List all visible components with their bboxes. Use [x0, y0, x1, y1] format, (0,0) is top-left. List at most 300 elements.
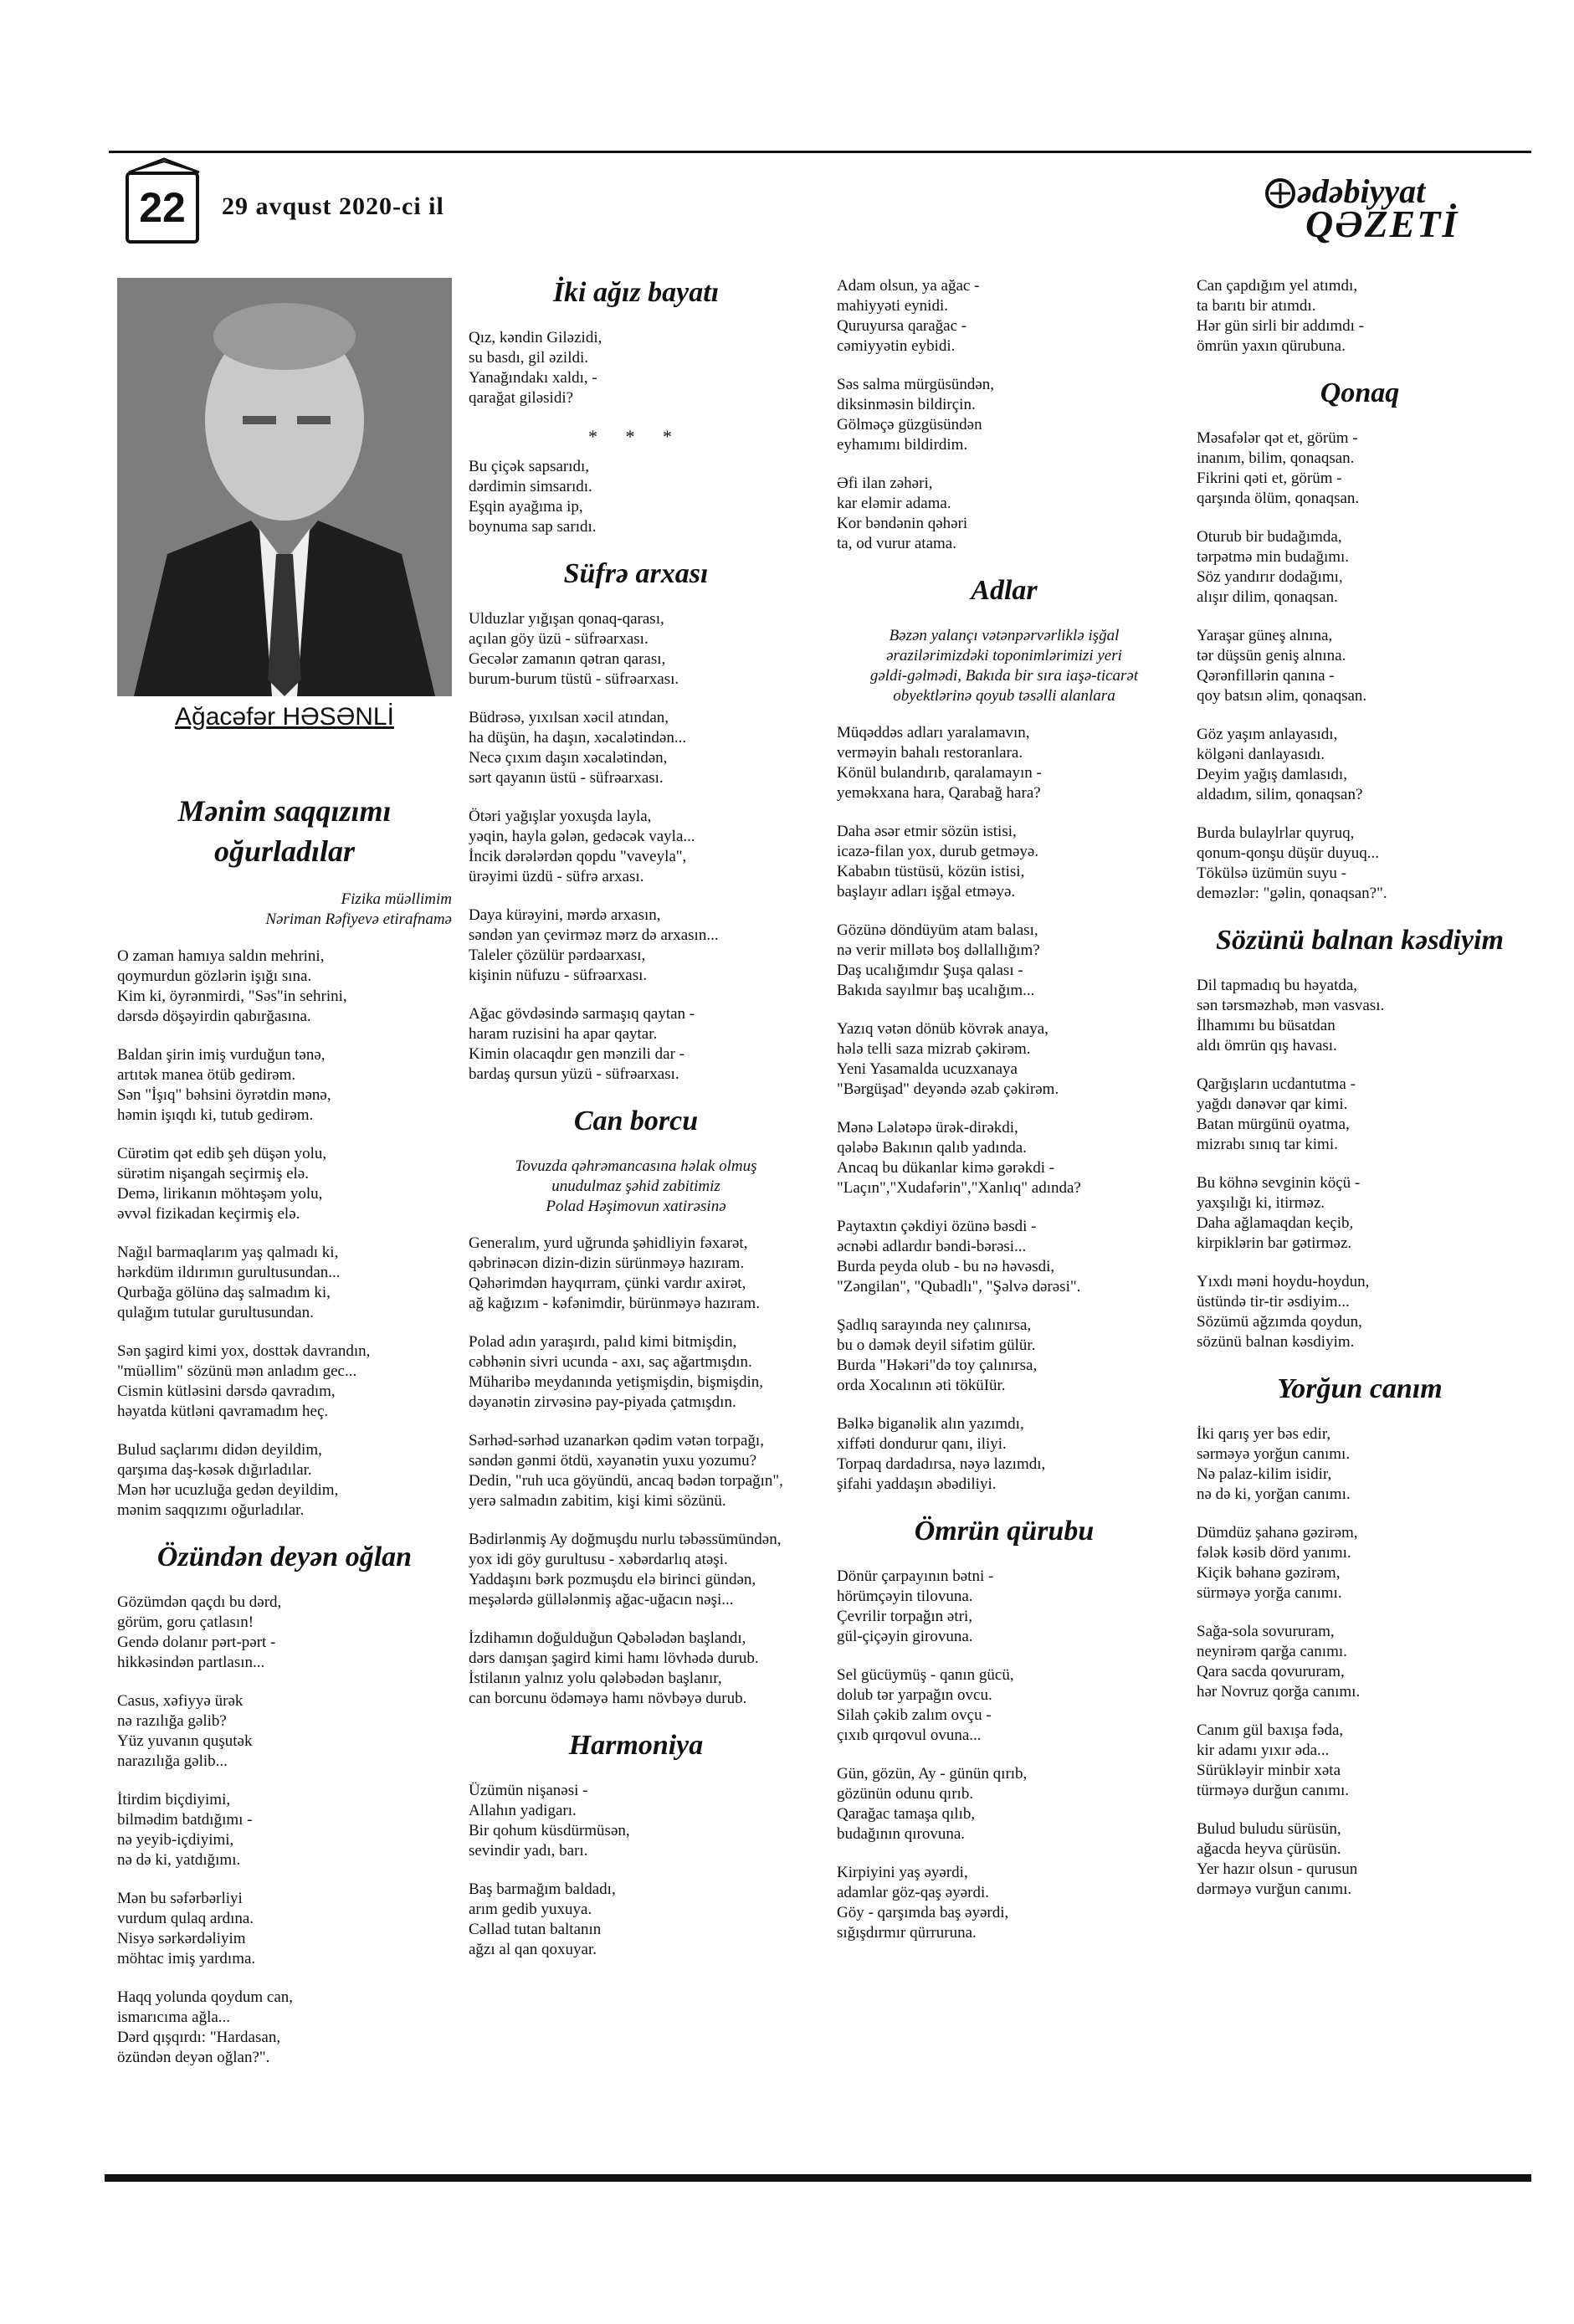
- poem-line: Cəllad tutan baltanın: [469, 1921, 602, 1938]
- poem-title-5: Can borcu: [573, 1106, 699, 1136]
- poem-line: Qərənfillərin qanına -: [1197, 667, 1335, 685]
- poem-stanza: [837, 375, 1172, 455]
- poem-stanza: [837, 822, 1172, 902]
- poem-line: hələ telli saza mizrab çəkirəm.: [837, 1040, 1031, 1058]
- poem-line: Qarağac tamaşa qılıb,: [837, 1805, 976, 1823]
- poem-line: dəyanətin zirvəsinə pay-piyada çatmışdın.: [469, 1393, 736, 1411]
- masthead-top: ədəbiyyat: [1297, 172, 1426, 210]
- poem-line: ha düşün, ha daşın, xəcalətindən...: [469, 729, 687, 746]
- poem-line: Sözümü ağzımda qoydun,: [1197, 1313, 1362, 1331]
- poem-line: Dedin, "ruh uca göyündü, ancaq bədən torpağın",: [469, 1472, 783, 1490]
- poem-line: Generalım, yurd uğrunda şəhidliyin fəxarət,: [469, 1234, 748, 1252]
- poem-title-6: Harmoniya: [568, 1730, 704, 1761]
- poem-line: dərdimin simsarıdı.: [469, 478, 592, 495]
- bottom-rule: [105, 2174, 1531, 2182]
- poem-stanza: [469, 807, 803, 887]
- poem-line: nə verir millətə boş dəllallığım?: [837, 941, 1040, 959]
- poem-line: Büdrəsə, yıxılsan xəcil atından,: [469, 709, 669, 726]
- poem-line: nə razılığa gəlib?: [117, 1712, 227, 1730]
- poem-line: Mən hər ucuzluğa gedən deyildim,: [117, 1481, 339, 1499]
- poem-line: Dönür çarpayının bətni -: [837, 1567, 994, 1585]
- poem-line: yəqin, hayla gələn, gedəcək vayla...: [469, 828, 695, 845]
- poem-line: mənim saqqızımı oğurladılar.: [117, 1501, 305, 1519]
- poem-line: cəbhənin sivri ucunda - axı, saç ağartmışdın.: [469, 1353, 752, 1371]
- poem-line: Deyim yağış damlasıdı,: [1197, 766, 1347, 783]
- column-1: [117, 791, 452, 2086]
- poem-stanza: [837, 1567, 1172, 1647]
- poem-line: Ancaq bu dükanlar kimə gərəkdi -: [837, 1159, 1055, 1177]
- poem-line: artıtək manea ötüb gedirəm.: [117, 1066, 296, 1084]
- poem-line: Allahın yadigarı.: [469, 1802, 577, 1819]
- poem-line: kişinin nüfuzu - süfrəarxası.: [469, 967, 648, 984]
- poem-stanza: [837, 1118, 1172, 1198]
- poem-line: tər düşsün geniş alnına.: [1197, 647, 1346, 664]
- poem-line: aldadım, silim, qonaqsan?: [1197, 786, 1363, 803]
- poem-line: Haqq yolunda qoydum can,: [117, 1988, 294, 2006]
- poem-line: Qurbağa gölünə daş salmadım ki,: [117, 1284, 331, 1301]
- poem-stanza: [1197, 1622, 1523, 1702]
- poem-title-7: Adlar: [971, 575, 1038, 606]
- poem-stanza: [469, 1234, 803, 1314]
- poem-line: Quruyursa qarağac -: [837, 317, 967, 335]
- poem-stanza: [117, 1440, 452, 1521]
- poem-stanza: [1197, 276, 1523, 357]
- poem-stanza: [1197, 976, 1523, 1056]
- poem-line: ürəyimi üzdü - süfrə arxası.: [469, 868, 644, 885]
- poem-line: gül-çiçəyin girovuna.: [837, 1628, 973, 1645]
- poem-line: Məsafələr qət et, görüm -: [1197, 429, 1358, 447]
- author-name: Ağacəfər HƏSƏNLİ: [175, 703, 394, 731]
- poem-body-12: [1197, 976, 1523, 1352]
- poem-stanza: [117, 1045, 452, 1126]
- author-photo: [117, 278, 452, 696]
- poem-stanza: [1197, 823, 1523, 904]
- poem-stanza: [837, 1414, 1172, 1495]
- poem-line: qoy batsın əlim, qonaqsan.: [1197, 687, 1367, 705]
- poem-stanza: [469, 905, 803, 986]
- poem-title-10: Sözünü balnan kəsdiyim: [1216, 925, 1504, 956]
- poem-stanza: [1197, 1523, 1523, 1603]
- poem-line: Bulud buludu sürüsün,: [1197, 1820, 1341, 1838]
- poem-line: Kimin olacaqdır gen mənzili dar -: [469, 1045, 684, 1063]
- poem-line: əcnəbi adlardır bəndi-bərəsi...: [837, 1238, 1027, 1255]
- poem-line: Daha əsər etmir sözün istisi,: [837, 823, 1017, 840]
- poem-line: Könül bulandırıb, qaralamayın -: [837, 764, 1042, 782]
- poem-line: Casus, xəfiyyə ürək: [117, 1692, 244, 1710]
- poem-line: yağdı dənəvər qar kimi.: [1197, 1095, 1348, 1113]
- poem-line: Hər gün sirli bir addımdı -: [1197, 317, 1364, 335]
- poem-line: qonum-qonşu düşür duyuq...: [1197, 844, 1379, 862]
- poem-stanza: [1197, 428, 1523, 509]
- poem-line: Sürükləyir minbir xəta: [1197, 1762, 1341, 1779]
- poem-line: Kim ki, öyrənmirdi, "Səs"in sehrini,: [117, 988, 347, 1005]
- poem-line: Müqəddəs adları yaralamavın,: [837, 724, 1030, 741]
- epigraph-3: [837, 626, 1172, 706]
- poem-line: qarşıma daş-kəsək dığırladılar.: [117, 1461, 312, 1479]
- masthead-bottom: QƏZETİ: [1305, 203, 1459, 245]
- poem-line: Əfi ilan zəhəri,: [837, 475, 933, 492]
- poem-line: Polad adın yaraşırdı, palıd kimi bitmişdin,: [469, 1333, 737, 1351]
- poem-line: Üzümün nişanəsi -: [469, 1782, 588, 1799]
- poem-line: həyatda kütləni qavramadım heç.: [117, 1403, 329, 1420]
- poem-title-3: İki ağız bayatı: [552, 277, 720, 308]
- epigraph-line: Tovuzda qəhrəmancasına həlak olmuş: [515, 1157, 757, 1175]
- poem-line: sözünü balnan kəsdiyim.: [1197, 1333, 1355, 1351]
- poem-line: Yeni Yasamalda ucuzxanaya: [837, 1060, 1018, 1078]
- poem-line: budağının qırovuna.: [837, 1825, 966, 1843]
- poem-line: dolub tər yarpağın ovcu.: [837, 1686, 992, 1704]
- poem-body-8: [837, 723, 1172, 1495]
- poem-stanza: [469, 1332, 803, 1413]
- poem-stanza: [469, 328, 803, 408]
- poem-line: ta, od vurur atama.: [837, 535, 956, 552]
- poem-line: möhtac imiş yardıma.: [117, 1950, 256, 1967]
- poem-line: kirpiklərin bar gətirməz.: [1197, 1234, 1352, 1252]
- masthead-logo: [1264, 172, 1489, 245]
- poem-body-2: [117, 1593, 452, 2068]
- poem-title-1: Mənim saqqızımı oğurladılar: [177, 794, 392, 868]
- poem-stanza: [117, 1889, 452, 1969]
- poem-line: sürətim nişangah seçirmiş elə.: [117, 1165, 309, 1183]
- poem-line: Bir qohum küsdürmüsən,: [469, 1822, 630, 1839]
- poem-line: dərməyə vurğun canımı.: [1197, 1880, 1352, 1898]
- poem-line: qulağım tutular gurultusundan.: [117, 1304, 314, 1321]
- poem-line: Söz yandırır dodağımı,: [1197, 568, 1343, 586]
- poem-line: türməyə durğun canımı.: [1197, 1782, 1350, 1799]
- poem-line: gözünün odunu qırıb.: [837, 1785, 974, 1803]
- poem-stanza: [117, 1691, 452, 1772]
- poem-line: Gölməçə güzgüsündən: [837, 416, 982, 434]
- stars-divider: * * *: [588, 426, 684, 447]
- poem-line: qarağat giləsidi?: [469, 389, 574, 407]
- poem-line: yeməkxana hara, Qarabağ hara?: [837, 784, 1041, 802]
- poem-line: Yaraşar güneş alnına,: [1197, 627, 1333, 644]
- poem-line: Kirpiyini yaş əyərdi,: [837, 1864, 968, 1881]
- column-3: [837, 276, 1172, 1962]
- poem-line: ağzı al qan qoxuyar.: [469, 1941, 597, 1958]
- poem-stanza: [1197, 725, 1523, 805]
- poem-line: boynuma sap sarıdı.: [469, 518, 597, 536]
- poem-stanza: [469, 609, 803, 690]
- epigraph-line: Bəzən yalançı vətənpərvərliklə işğal: [889, 627, 1120, 644]
- poem-line: qarşında ölüm, qonaqsan.: [1197, 490, 1360, 507]
- poem-line: yaxşılığı ki, itirməz.: [1197, 1194, 1325, 1212]
- poem-line: Nisyə sərkərdəliyim: [117, 1930, 246, 1947]
- poem-stanza: [837, 474, 1172, 554]
- poem-stanza: [837, 1764, 1172, 1844]
- poem-line: Ağac gövdəsində sarmaşıq qaytan -: [469, 1005, 695, 1023]
- poem-line: əvvəl fizikadan keçirmiş elə.: [117, 1205, 300, 1223]
- poem-line: Burda bulaylrlar quyruq,: [1197, 824, 1355, 842]
- poem-line: Gecələr zamanın qətran qarası,: [469, 650, 666, 668]
- page-number: 22: [126, 172, 199, 244]
- poem-line: Batan mürgünü oyatma,: [1197, 1116, 1350, 1133]
- poem-line: Kiçik bəhanə gəzirəm,: [1197, 1564, 1341, 1582]
- poem-stanza: [837, 1665, 1172, 1746]
- poem-stanza: [1197, 1819, 1523, 1900]
- poem-line: Gözümdən qaçdı bu dərd,: [117, 1593, 282, 1611]
- poem-line: Oturub bir budağımda,: [1197, 528, 1342, 546]
- poem-line: ağ kağızım - kəfənimdir, bürünməyə hazıram.: [469, 1295, 760, 1312]
- poem-line: Qəhərimdən hayqırram, çünki vardır axirət,: [469, 1275, 746, 1292]
- poem-title-2: Özündən deyən oğlan: [156, 1542, 413, 1572]
- poem-line: Dümdüz şahanə gəzirəm,: [1197, 1524, 1358, 1542]
- poem-line: Ötəri yağışlar yoxuşda layla,: [469, 808, 652, 825]
- poem-line: "Zəngilan", "Qubadlı", "Şəlvə dərəsi".: [837, 1278, 1081, 1295]
- poem-line: kir adamı yıxır əda...: [1197, 1742, 1330, 1759]
- portrait-photo-icon: [117, 278, 452, 696]
- poem-line: neynirəm qarğa canımı.: [1197, 1643, 1347, 1660]
- poem-line: nə də ki, yorğan canımı.: [1197, 1485, 1351, 1503]
- poem-stanza: [837, 921, 1172, 1001]
- poem-line: ta barıtı bir atımdı.: [1197, 297, 1316, 315]
- poem-line: kar eləmir adama.: [837, 495, 951, 512]
- epigraph-1: [117, 890, 452, 930]
- poem-line: qəbrinəcən dizin-dizin sürünməyə hazıram.: [469, 1254, 745, 1272]
- poem-line: ağacda heyva çürüsün.: [1197, 1840, 1341, 1858]
- poem-line: narazılığa gəlib...: [117, 1752, 228, 1770]
- poem-stanza: [117, 1988, 452, 2068]
- poem-line: Yer hazır olsun - qurusun: [1197, 1860, 1358, 1878]
- poem-body-13: [1197, 1424, 1523, 1900]
- poem-line: Demə, lirikanın möhtəşəm yolu,: [117, 1185, 323, 1203]
- poem-title-4: Süfrə arxası: [563, 558, 709, 589]
- poem-line: Qarğışların ucdantutma -: [1197, 1075, 1356, 1093]
- poem-body-7: [837, 276, 1172, 554]
- epigraph-line: gəldi-gəlmədi, Bakıda bir sıra iaşə-ticarət: [869, 667, 1139, 685]
- poem-line: Qız, kəndin Giləzidi,: [469, 329, 602, 346]
- poem-line: mahiyyəti eynidi.: [837, 297, 948, 315]
- poem-line: aldı ömrün qış havası.: [1197, 1037, 1337, 1054]
- poem-title-11: Yorğun canım: [1277, 1373, 1443, 1404]
- poem-line: Göy - qarşımda baş əyərdi,: [837, 1904, 1009, 1921]
- poem-line: Bakıda sayılmır baş ucalığım...: [837, 982, 1035, 999]
- poem-line: Bu köhnə sevginin köçü -: [1197, 1174, 1361, 1192]
- poem-line: sevindir yadı, barı.: [469, 1842, 588, 1860]
- poem-line: sərməyə yorğun canımı.: [1197, 1445, 1351, 1463]
- poem-stanza: [837, 1863, 1172, 1943]
- poem-stanza: [1197, 626, 1523, 706]
- poem-line: İncik dərələrdən qopdu "vaveyla",: [469, 848, 687, 865]
- poem-line: "müəllim" sözünü mən anladım gec...: [117, 1362, 357, 1380]
- poem-line: şifahi yaddaşın əbədiliyi.: [837, 1475, 997, 1493]
- epigraph-line: unudulmaz şəhid zabitimiz: [551, 1177, 720, 1195]
- poem-line: Müharibə meydanında yetişmişdin, bişmişdin,: [469, 1373, 763, 1391]
- poem-line: Gün, gözün, Ay - günün qırıb,: [837, 1765, 1028, 1783]
- poem-line: İlhamımı bu büsatdan: [1197, 1017, 1336, 1034]
- poem-line: Bəlkə biganəlik alın yazımdı,: [837, 1415, 1024, 1433]
- poem-stanza: [117, 1593, 452, 1673]
- poem-title-8: Ömrün qürubu: [914, 1516, 1095, 1547]
- poem-line: Daha ağlamaqdan keçib,: [1197, 1214, 1354, 1232]
- poem-stanza: [1197, 1424, 1523, 1505]
- poem-stanza: [1197, 1075, 1523, 1155]
- poem-line: Mən bu səfərbərliyi: [117, 1890, 243, 1907]
- poem-stanza: [1197, 1272, 1523, 1352]
- poem-stanza: [1197, 1721, 1523, 1801]
- poem-line: kölgəni danlayasıdı.: [1197, 746, 1325, 763]
- epigraph-line: Nəriman Rəfiyevə etirafnamə: [265, 911, 452, 928]
- poem-line: Eşqin ayağıma ip,: [469, 498, 583, 516]
- poem-line: Səs salma mürgüsündən,: [837, 376, 995, 393]
- poem-line: burum-burum tüstü - süfrəarxası.: [469, 670, 679, 688]
- poem-line: Nə palaz-kilim isidir,: [1197, 1465, 1332, 1483]
- poem-line: Yıxdı məni hoydu-hoydun,: [1197, 1273, 1370, 1290]
- poem-line: adamlar göz-qaş əyərdi.: [837, 1884, 989, 1901]
- poem-line: özündən deyən oğlan?".: [117, 2049, 270, 2066]
- poem-body-11: [1197, 428, 1523, 904]
- poem-line: icazə-filan yox, durub getməyə.: [837, 843, 1039, 860]
- poem-line: inanım, bilim, qonaqsan.: [1197, 449, 1355, 467]
- poem-line: deməzlər: "gəlin, qonaqsan?".: [1197, 885, 1387, 902]
- poem-line: qoymurdun gözlərin işığı sına.: [117, 967, 312, 985]
- poem-line: Şadlıq sarayında ney çalınırsa,: [837, 1316, 1032, 1334]
- poem-line: sığışdırmır qürruruna.: [837, 1924, 977, 1942]
- poem-stanza: [1197, 1173, 1523, 1254]
- poem-line: Sən şagird kimi yox, dosttək davrandın,: [117, 1342, 371, 1360]
- epigraph-2: [469, 1157, 803, 1217]
- poem-body-10: [1197, 276, 1523, 357]
- poem-stanza: [837, 276, 1172, 357]
- poem-title-9: Qonaq: [1320, 377, 1400, 408]
- poem-line: Taleler çözülür pərdəarxası,: [469, 947, 646, 964]
- issue-date: 29 avqust 2020-ci il: [222, 192, 444, 220]
- poem-stanza: [837, 1217, 1172, 1297]
- poem-line: Göz yaşım anlayasıdı,: [1197, 726, 1338, 743]
- poem-stanza: [1197, 527, 1523, 608]
- poem-line: Daya kürəyini, mərdə arxasın,: [469, 906, 661, 924]
- poem-line: arım gedib yuxuya.: [469, 1901, 592, 1918]
- poem-line: Gözünə döndüyüm atam balası,: [837, 921, 1038, 939]
- poem-line: haram ruzisini ha apar qaytar.: [469, 1025, 658, 1043]
- poem-line: Paytaxtın çəkdiyi özünə bəsdi -: [837, 1218, 1037, 1235]
- poem-stanza: [117, 1144, 452, 1224]
- poem-line: mizrabı sınıq tar kimi.: [1197, 1136, 1338, 1153]
- poem-line: Adam olsun, ya ağac -: [837, 277, 980, 295]
- poem-line: Sən "İşıq" bəhsini öyrətdin mənə,: [117, 1086, 331, 1104]
- poem-line: sərt qayanın üstü - süfrəarxası.: [469, 769, 664, 787]
- poem-line: bu o dəmək deyil sifətim gülür.: [837, 1336, 1036, 1354]
- poem-line: səndən yan çevirməz mərz də arxasın...: [469, 926, 719, 944]
- poem-line: Can çapdığım yel atımdı,: [1197, 277, 1358, 295]
- poem-line: "Laçın","Xudafərin","Xanlıq" adında?: [837, 1179, 1081, 1197]
- poem-stanza: [469, 1629, 803, 1709]
- poem-line: bilmədim batdığımı -: [117, 1811, 253, 1829]
- poem-stanza: [469, 708, 803, 788]
- poem-line: Bulud saçlarımı didən deyildim,: [117, 1441, 322, 1459]
- poem-line: can borcunu ödəməyə hamı növbəyə durub.: [469, 1690, 747, 1707]
- poem-body-6: [469, 1781, 803, 1960]
- poem-line: Canım gül baxışa fəda,: [1197, 1721, 1344, 1739]
- poem-line: Daş ucalığımdır Şuşa qalası -: [837, 962, 1023, 979]
- poem-line: Sel gücüymüş - qanın gücü,: [837, 1666, 1014, 1684]
- poem-line: meşələrdə güllələnmiş ağac-uğacın nəşi...: [469, 1591, 734, 1608]
- poem-line: Kababın tüstüsü, közün istisi,: [837, 863, 1025, 880]
- poem-line: Torpaq dardadırsa, nəyə lazımdı,: [837, 1455, 1046, 1473]
- poem-line: yerə salmadın zabitim, kişi kimi sözünü.: [469, 1492, 726, 1510]
- poem-line: Nağıl barmaqlarım yaş qalmadı ki,: [117, 1244, 339, 1261]
- poem-stanza: [837, 1316, 1172, 1396]
- poem-line: Baş barmağım baldadı,: [469, 1880, 616, 1898]
- poem-line: orda Xocalının əti töküIür.: [837, 1377, 1006, 1394]
- poem-line: cəmiyyətin eybidi.: [837, 337, 956, 355]
- poem-line: fələk kəsib dörd yanımı.: [1197, 1544, 1351, 1562]
- poem-line: hörümçəyin tilovuna.: [837, 1588, 973, 1605]
- poem-line: ömrün yaxın qürubuna.: [1197, 337, 1346, 355]
- poem-line: Gendə dolanır pərt-pərt -: [117, 1634, 276, 1651]
- poem-line: Bədirlənmiş Ay doğmuşdu nurlu təbəssümündən,: [469, 1531, 782, 1548]
- poem-line: İtirdim biçdiyimi,: [117, 1791, 231, 1808]
- poem-line: Burda peyda olub - bu nə həvəsdi,: [837, 1258, 1055, 1275]
- poem-body-1: [117, 947, 452, 1521]
- poem-line: İzdihamın doğulduğun Qəbələdən başlandı,: [469, 1629, 746, 1647]
- poem-line: Sərhəd-sərhəd uzanarkən qədim vətən torpağı,: [469, 1432, 764, 1449]
- poem-line: Cürətim qət edib şeh düşən yolu,: [117, 1145, 327, 1162]
- poem-line: nə yeyib-içdiyimi,: [117, 1831, 234, 1849]
- poem-line: qələbə Bakının qalıb yadında.: [837, 1139, 1027, 1157]
- poem-line: ismarıcıma ağla...: [117, 2008, 231, 2026]
- poem-stanza: [117, 1243, 452, 1323]
- poem-line: Tökülsə üzümün suyu -: [1197, 864, 1346, 882]
- top-rule: [109, 151, 1531, 153]
- poem-stanza: [837, 723, 1172, 803]
- poem-line: Yaddaşını bərk pozmuşdu elə birinci gündən,: [469, 1571, 756, 1588]
- poem-line: hər Novruz qorğa canımı.: [1197, 1683, 1361, 1701]
- poem-line: sən tərsməzhəb, mən vasvası.: [1197, 997, 1385, 1014]
- poem-stanza: [469, 1530, 803, 1610]
- poem-stanza: [469, 1004, 803, 1085]
- poem-line: Yanağındakı xaldı, -: [469, 369, 597, 387]
- poem-line: bardaş qursun yüzü - süfrəarxası.: [469, 1065, 679, 1083]
- poem-stanza: [837, 1019, 1172, 1100]
- poem-line: Çevrilir torpağın ətri,: [837, 1608, 972, 1625]
- poem-line: su basdı, gil əzildi.: [469, 349, 589, 367]
- poem-line: Baldan şirin imiş vurduğun tənə,: [117, 1046, 326, 1064]
- poem-line: açılan göy üzü - süfrəarxası.: [469, 630, 649, 648]
- poem-line: xiffəti dondurur qanı, iliyi.: [837, 1435, 1007, 1453]
- poem-line: Qara sacda qovururam,: [1197, 1663, 1345, 1680]
- poem-line: dərsdə döşəyirdin qabırğasına.: [117, 1008, 311, 1025]
- poem-body-4: [469, 609, 803, 1085]
- poem-line: İstilanın yalnız yolu qələbədən başlanır,: [469, 1670, 722, 1687]
- poem-line: Kor bəndənin qəhəri: [837, 515, 968, 532]
- epigraph-line: Polad Həşimovun xatirəsinə: [546, 1198, 726, 1215]
- poem-stanza: [469, 1431, 803, 1511]
- poem-line: görüm, goru çatlasın!: [117, 1613, 254, 1631]
- poem-line: hərkdüm ildırımın gurultusundan...: [117, 1264, 341, 1281]
- poem-line: eyhamımı bildirdim.: [837, 436, 968, 454]
- poem-line: tərpətmə min budağımı.: [1197, 548, 1350, 566]
- poem-stanza: [469, 1781, 803, 1861]
- poem-line: Dərd qışqırdı: "Hardasan,: [117, 2029, 281, 2046]
- column-2: [469, 276, 803, 1978]
- poem-line: vurdum qulaq ardına.: [117, 1910, 254, 1927]
- poem-stanza: [117, 1790, 452, 1870]
- poem-line: Silah çəkib zalım ovçu -: [837, 1706, 992, 1724]
- poem-line: başlayır adları işğal etməyə.: [837, 883, 1016, 900]
- poem-line: O zaman hamıya saldın mehrini,: [117, 947, 325, 965]
- poem-line: Bu çiçək sapsarıdı,: [469, 458, 590, 475]
- poem-stanza: [117, 947, 452, 1027]
- poem-line: Ulduzlar yığışan qonaq-qarası,: [469, 610, 664, 628]
- poem-line: həmin işıqdı ki, tutub gedirəm.: [117, 1106, 314, 1124]
- poem-line: üstündə tir-tir əsdiyim...: [1197, 1293, 1350, 1311]
- poem-line: çıxıb qırqovul ovuna...: [837, 1726, 982, 1744]
- epigraph-line: ərazilərimizdəki toponimlərimizi yeri: [886, 647, 1122, 664]
- poem-body-5: [469, 1234, 803, 1709]
- poem-line: verməyin bahalı restoranlara.: [837, 744, 1023, 762]
- poem-line: Yazıq vətən dönüb kövrək anaya,: [837, 1020, 1048, 1038]
